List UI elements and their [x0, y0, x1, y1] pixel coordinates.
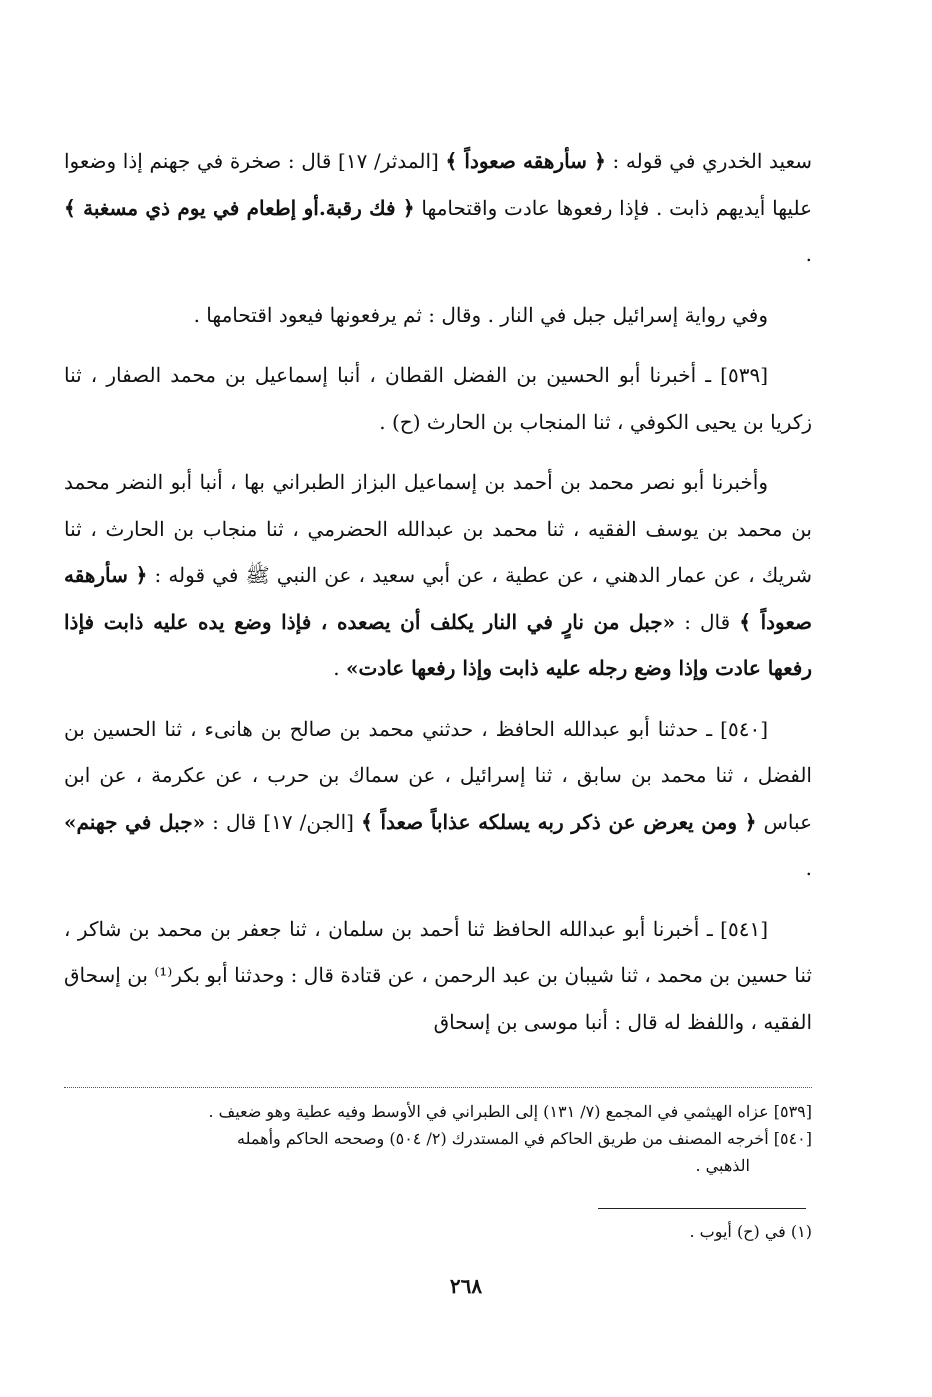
- text-segment: قال :: [675, 609, 740, 634]
- quoted-text: ﴿ سأرهقه صعوداً ﴾: [445, 149, 606, 173]
- text-segment: .: [333, 656, 346, 680]
- marginal-note: (١) في (ح) أيوب .: [689, 1222, 812, 1241]
- text-segment: .: [805, 242, 812, 266]
- text-segment: [٥٤٠] ـ حدثنا أبو عبدالله الحافظ ، حدثني محمد بن صالح بن هانىء ، ثنا الحسين بن الفضل ، ثنا محمد بن سابق ، ثنا إسرائيل ، عن سماك بن حرب ، عن عكرمة ، عن ابن عباس: [64, 716, 812, 834]
- quoted-text: ﴿ سأرهقه صعوداً ﴾: [64, 563, 813, 634]
- paragraph: [64, 906, 812, 1046]
- paragraph: [64, 706, 812, 892]
- text-segment: [٥٣٩] ـ أخبرنا أبو الحسين بن الفضل القطان ، أنبا إسماعيل بن محمد الصفار ، ثنا زكريا بن يحيى الكوفي ، ثنا المنجاب بن الحارث (ح) .: [64, 363, 812, 434]
- note-separator-line: [598, 1208, 806, 1209]
- footnote-540: [٥٤٠] أخرجه المصنف من طريق الحاكم في المستدرك (٢/ ٥٠٤) وصححه الحاكم وأهمله: [237, 1129, 812, 1148]
- main-text: [64, 138, 812, 1059]
- text-segment: وأخبرنا أبو نصر محمد بن أحمد بن إسماعيل البزاز الطبراني بها ، أنبا أبو النضر محمد بن محمد بن يوسف الفقيه ، ثنا محمد بن عبدالله الحضرمي ، ثنا منجاب بن الحارث ، ثنا شريك ، عن عمار الدهني ، عن عطية ، عن أبي سعيد ، عن النبي ﷺ في قوله :: [64, 470, 812, 587]
- page-number: ٢٦٨: [449, 1274, 483, 1298]
- footnotes: [64, 1098, 812, 1179]
- text-segment: وفي رواية إسرائيل جبل في النار . وقال : ثم يرفعونها فيعود اقتحامها .: [193, 302, 768, 327]
- paragraph: [64, 138, 812, 278]
- text-segment: .: [805, 856, 812, 880]
- paragraph: [64, 459, 812, 692]
- text-segment: [٥٤١] ـ أخبرنا أبو عبدالله الحافظ ثنا أحمد بن سلمان ، ثنا جعفر بن محمد بن شاكر ، ثنا حسين بن محمد ، ثنا شيبان بن عبد الرحمن ، عن قتادة قال : وحدثنا أبو بكر⁽¹⁾ بن إسحاق الفقيه ، واللفظ له قال : أنبا موسى بن إسحاق: [64, 916, 812, 1034]
- quoted-text: ﴿ ومن يعرض عن ذكر ربه يسلكه عذاباً صعداً ﴾: [361, 809, 757, 834]
- quoted-text: «جبل من نارٍ في النار يكلف أن يصعده ، فإذا وضع يده عليه ذابت فإذا رفعها عادت وإذا وضع رجله عليه ذابت وإذا رفعها عادت»: [64, 609, 812, 680]
- text-segment: [الجن/ ١٧] قال :: [205, 809, 362, 834]
- text-segment: سعيد الخدري في قوله :: [605, 149, 812, 173]
- footnote-540-continuation: الذهبي .: [695, 1156, 750, 1175]
- text-segment: [المدثر/ ١٧] قال : صخرة في جهنم إذا وضعوا عليها أيديهم ذابت . فإذا رفعوها عادت واقتحامها: [64, 149, 812, 220]
- quoted-text: «جبل في جهنم»: [64, 809, 206, 834]
- footnote-539: [٥٣٩] عزاه الهيثمي في المجمع (٧/ ١٣١) إلى الطبراني في الأوسط وفيه عطية وهو ضعيف .: [208, 1102, 812, 1121]
- paragraph: [64, 292, 812, 339]
- quoted-text: ﴿ فك رقبة.أو إطعام في يوم ذي مسغبة ﴾: [64, 195, 415, 220]
- paragraph: [64, 352, 812, 445]
- footnote-separator-dotted: [64, 1087, 812, 1088]
